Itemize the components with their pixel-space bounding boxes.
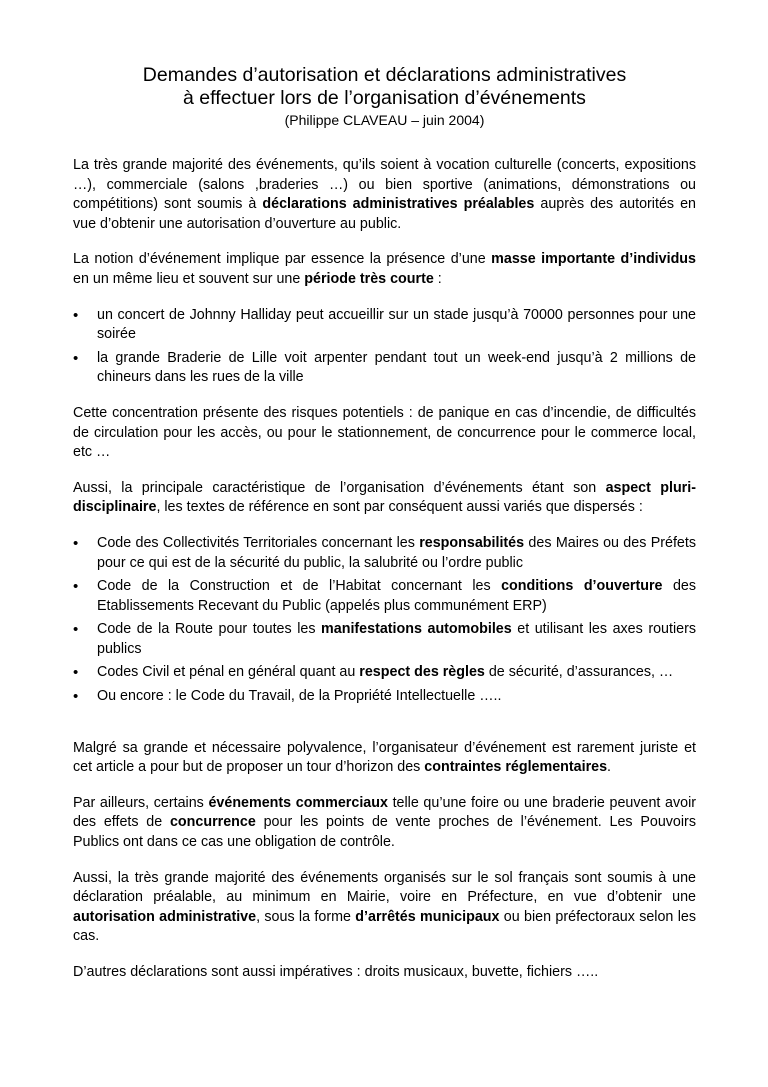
bullet-icon: • xyxy=(73,306,79,324)
bullet-icon: • xyxy=(73,664,79,682)
author-line: (Philippe CLAVEAU – juin 2004) xyxy=(284,112,485,128)
bullet-icon: • xyxy=(73,578,79,596)
list-item: • Ou encore : le Code du Travail, de la Propriété Intellectuelle ….. xyxy=(73,688,502,706)
legal-codes-list xyxy=(73,534,696,707)
paragraph-multidisciplinary: Aussi, la principale caractéristique de l’organisation d’événements étant son aspect pluri-disciplinaire, les textes de référence en sont par conséquent aussi variés que dispersés : xyxy=(73,479,696,516)
paragraph-other-declarations: D’autres déclarations sont aussi impératives : droits musicaux, buvette, fichiers ….. xyxy=(73,964,599,980)
list-item: • un concert de Johnny Halliday peut accueillir sur un stade jusqu’à 70000 personnes pour une soirée xyxy=(73,306,696,343)
bullet-icon: • xyxy=(73,621,79,639)
title-line-2: à effectuer lors de l’organisation d’événements xyxy=(183,87,586,109)
examples-list xyxy=(73,306,696,388)
list-item: • Code de la Construction et de l’Habitat concernant les conditions d’ouverture des Etablissements Recevant du Public (appelés plus communément ERP) xyxy=(73,578,696,614)
title-line-1: Demandes d’autorisation et déclarations administratives xyxy=(142,64,627,86)
list-item: • Codes Civil et pénal en général quant au respect des règles de sécurité, d’assurances, … xyxy=(73,664,674,682)
bullet-icon: • xyxy=(73,534,79,552)
document-title xyxy=(73,64,696,110)
bullet-icon: • xyxy=(73,688,79,706)
paragraph-event-notion: La notion d’événement implique par essence la présence d’une masse importante d’individus en un même lieu et souvent sur une période très courte : xyxy=(73,251,696,287)
paragraph-purpose: Malgré sa grande et nécessaire polyvalence, l’organisateur d’événement est rarement juriste et cet article a pour but de proposer un tour d’horizon des contraintes réglementaires. xyxy=(73,739,696,776)
paragraph-authorisation: Aussi, la très grande majorité des événements organisés sur le sol français sont soumis à une déclaration préalable, au minimum en Mairie, voire en Préfecture, en vue d’obtenir une autorisation administrative, sous la forme d’arrêtés municipaux ou bien préfectoraux selon les cas. xyxy=(73,869,696,945)
list-item: • Code des Collectivités Territoriales concernant les responsabilités des Maires ou des Préfets pour ce qui est de la sécurité du public, la salubrité ou l’ordre public xyxy=(73,534,696,571)
paragraph-commercial: Par ailleurs, certains événements commerciaux telle qu’une foire ou une braderie peuvent avoir des effets de concurrence pour les points de vente proches de l’événement. Les Pouvoirs Publics ont dans ce cas une obligation de contrôle. xyxy=(73,794,697,851)
list-item: • Code de la Route pour toutes les manifestations automobiles et utilisant les axes routiers publics xyxy=(73,621,696,657)
list-item: • la grande Braderie de Lille voit arpenter pendant tout un week-end jusqu’à 2 millions de chineurs dans les rues de la ville xyxy=(73,349,696,386)
bullet-icon: • xyxy=(73,349,79,367)
paragraph-risks: Cette concentration présente des risques potentiels : de panique en cas d’incendie, de difficultés de circulation pour les accès, ou pour le stationnement, de concurrence pour le commerce local, etc … xyxy=(73,404,696,461)
paragraph-intro: La très grande majorité des événements, qu’ils soient à vocation culturelle (concerts, expositions …), commerciale (salons ,braderies …) ou bien sportive (animations, démonstrations ou compétitions) sont soumis à déclarations administratives préalables auprès des autorités en vue d’obtenir une autorisation d’ouverture au public. xyxy=(73,157,696,232)
